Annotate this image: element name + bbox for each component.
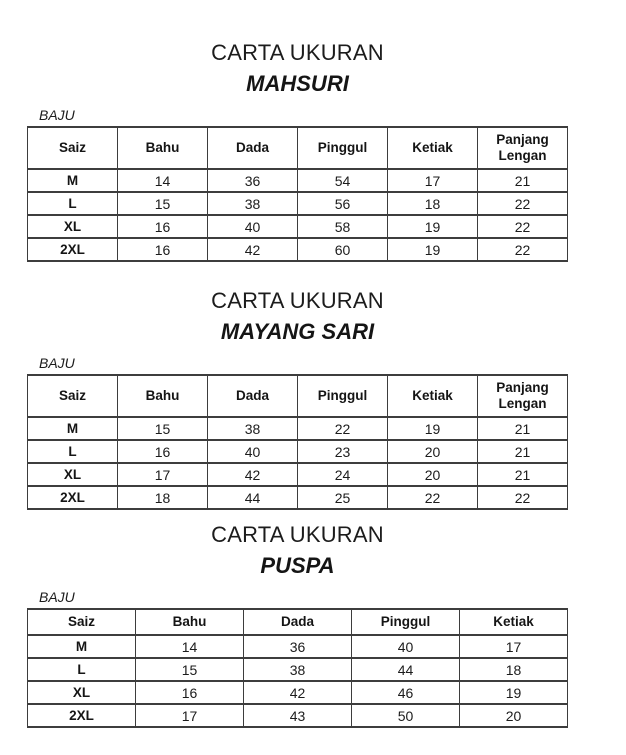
value-cell: 44 xyxy=(352,658,460,681)
column-header: Bahu xyxy=(118,127,208,169)
value-cell: 17 xyxy=(118,463,208,486)
table-row xyxy=(28,635,568,658)
value-cell: 19 xyxy=(388,238,478,261)
value-cell: 18 xyxy=(460,658,568,681)
value-cell: 24 xyxy=(298,463,388,486)
size-cell: M xyxy=(28,635,136,658)
section-title: CARTA UKURAN xyxy=(211,40,384,65)
table-header-row xyxy=(28,127,568,169)
value-cell: 44 xyxy=(208,486,298,509)
garment-label: BAJU xyxy=(39,355,75,371)
value-cell: 22 xyxy=(478,486,568,509)
value-cell: 16 xyxy=(118,440,208,463)
column-header: Saiz xyxy=(28,375,118,417)
size-table-mahsuri xyxy=(27,126,568,262)
value-cell: 21 xyxy=(478,463,568,486)
column-header: Pinggul xyxy=(298,127,388,169)
table-row xyxy=(28,463,568,486)
value-cell: 36 xyxy=(244,635,352,658)
column-header: Bahu xyxy=(136,609,244,635)
table-row xyxy=(28,486,568,509)
value-cell: 14 xyxy=(136,635,244,658)
value-cell: 19 xyxy=(460,681,568,704)
size-cell: M xyxy=(28,417,118,440)
column-header: Panjang Lengan xyxy=(478,375,568,417)
product-name: PUSPA xyxy=(260,553,335,578)
value-cell: 16 xyxy=(118,215,208,238)
value-cell: 22 xyxy=(478,238,568,261)
value-cell: 43 xyxy=(244,704,352,727)
table-row xyxy=(28,658,568,681)
column-header: Ketiak xyxy=(388,127,478,169)
column-header: Saiz xyxy=(28,609,136,635)
value-cell: 54 xyxy=(298,169,388,192)
product-name: MAHSURI xyxy=(246,71,349,96)
table-row xyxy=(28,192,568,215)
size-cell: L xyxy=(28,658,136,681)
garment-label: BAJU xyxy=(39,589,75,605)
size-cell: L xyxy=(28,192,118,215)
value-cell: 36 xyxy=(208,169,298,192)
size-cell: 2XL xyxy=(28,486,118,509)
size-cell: XL xyxy=(28,681,136,704)
value-cell: 38 xyxy=(208,192,298,215)
section-mayang-sari xyxy=(27,286,568,510)
value-cell: 15 xyxy=(118,192,208,215)
value-cell: 21 xyxy=(478,417,568,440)
size-cell: XL xyxy=(28,463,118,486)
value-cell: 42 xyxy=(244,681,352,704)
value-cell: 40 xyxy=(352,635,460,658)
size-cell: M xyxy=(28,169,118,192)
size-table-mayang-sari xyxy=(27,374,568,510)
value-cell: 22 xyxy=(478,192,568,215)
table-row xyxy=(28,169,568,192)
column-header: Ketiak xyxy=(460,609,568,635)
column-header: Pinggul xyxy=(352,609,460,635)
value-cell: 18 xyxy=(388,192,478,215)
value-cell: 18 xyxy=(118,486,208,509)
size-cell: XL xyxy=(28,215,118,238)
value-cell: 21 xyxy=(478,169,568,192)
value-cell: 46 xyxy=(352,681,460,704)
column-header: Dada xyxy=(244,609,352,635)
value-cell: 56 xyxy=(298,192,388,215)
value-cell: 58 xyxy=(298,215,388,238)
value-cell: 38 xyxy=(208,417,298,440)
table-row xyxy=(28,681,568,704)
column-header: Saiz xyxy=(28,127,118,169)
value-cell: 16 xyxy=(136,681,244,704)
column-header: Dada xyxy=(208,127,298,169)
size-cell: 2XL xyxy=(28,238,118,261)
column-header: Bahu xyxy=(118,375,208,417)
value-cell: 60 xyxy=(298,238,388,261)
value-cell: 16 xyxy=(118,238,208,261)
value-cell: 21 xyxy=(478,440,568,463)
value-cell: 22 xyxy=(388,486,478,509)
value-cell: 17 xyxy=(388,169,478,192)
value-cell: 19 xyxy=(388,215,478,238)
value-cell: 22 xyxy=(298,417,388,440)
table-row xyxy=(28,238,568,261)
size-cell: L xyxy=(28,440,118,463)
table-header-row xyxy=(28,375,568,417)
value-cell: 20 xyxy=(460,704,568,727)
column-header: Ketiak xyxy=(388,375,478,417)
value-cell: 38 xyxy=(244,658,352,681)
value-cell: 15 xyxy=(118,417,208,440)
garment-label: BAJU xyxy=(39,107,75,123)
value-cell: 50 xyxy=(352,704,460,727)
value-cell: 22 xyxy=(478,215,568,238)
table-row xyxy=(28,215,568,238)
section-puspa xyxy=(27,520,568,728)
product-name: MAYANG SARI xyxy=(220,319,375,344)
value-cell: 40 xyxy=(208,215,298,238)
table-row xyxy=(28,417,568,440)
value-cell: 17 xyxy=(136,704,244,727)
value-cell: 17 xyxy=(460,635,568,658)
section-mahsuri xyxy=(27,38,568,262)
value-cell: 23 xyxy=(298,440,388,463)
value-cell: 15 xyxy=(136,658,244,681)
table-row xyxy=(28,440,568,463)
value-cell: 14 xyxy=(118,169,208,192)
value-cell: 40 xyxy=(208,440,298,463)
value-cell: 42 xyxy=(208,238,298,261)
value-cell: 42 xyxy=(208,463,298,486)
size-cell: 2XL xyxy=(28,704,136,727)
value-cell: 19 xyxy=(388,417,478,440)
column-header: Dada xyxy=(208,375,298,417)
size-table-puspa xyxy=(27,608,568,728)
value-cell: 25 xyxy=(298,486,388,509)
table-row xyxy=(28,704,568,727)
value-cell: 20 xyxy=(388,463,478,486)
column-header: Panjang Lengan xyxy=(478,127,568,169)
section-title: CARTA UKURAN xyxy=(211,288,384,313)
column-header: Pinggul xyxy=(298,375,388,417)
page-content xyxy=(27,38,568,728)
value-cell: 20 xyxy=(388,440,478,463)
section-title: CARTA UKURAN xyxy=(211,522,384,547)
table-header-row xyxy=(28,609,568,635)
